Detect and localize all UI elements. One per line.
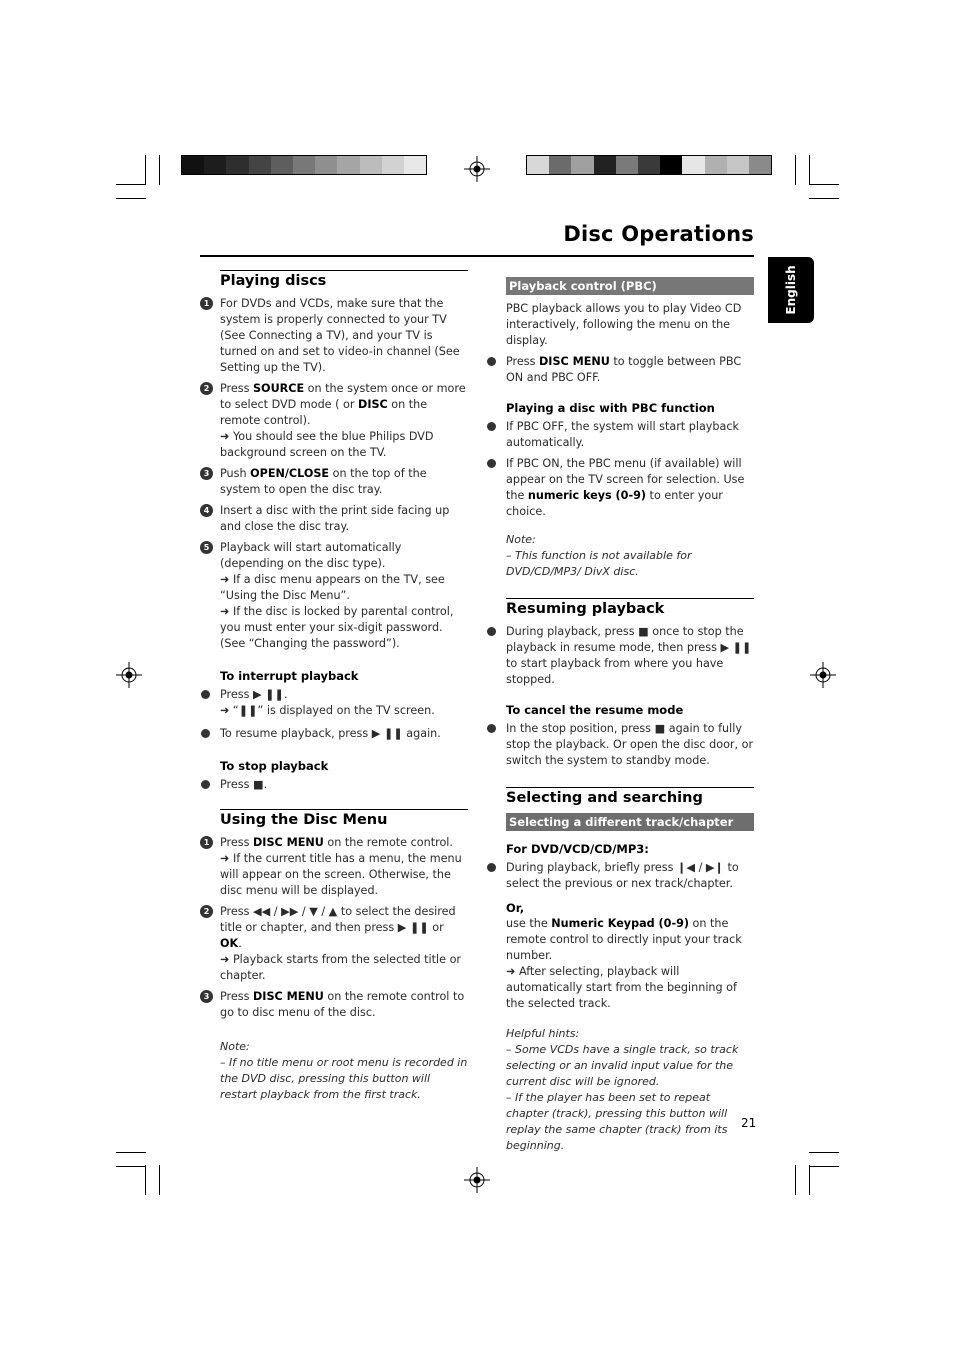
subheading-cancel-resume: To cancel the resume mode: [506, 703, 684, 717]
or-label: Or,: [506, 901, 525, 915]
arrow-icon: ➜ “: [220, 704, 239, 717]
registration-mark-icon: [116, 662, 142, 688]
hint-body: Some VCDs have a single track, so track selecting or an invalid input value for the current disc will be ignored.: [506, 1043, 739, 1088]
step-text: Press: [220, 836, 253, 849]
play-pause-icon: ▶ ❚❚: [397, 921, 429, 934]
note-body: If no title menu or root menu is recorded in the DVD disc, pressing this button will restart playback from the first track.: [220, 1056, 468, 1101]
arrow-icon: ➜: [220, 430, 233, 443]
arrow-icon: ➜: [220, 852, 233, 865]
select-track-item: [506, 860, 754, 892]
bullet-icon: [487, 422, 496, 431]
open-close-key: OPEN/CLOSE: [250, 467, 330, 480]
step-number: 4: [200, 504, 213, 517]
ok-key: OK: [220, 937, 239, 950]
pause-icon: ❚❚: [238, 704, 258, 717]
resume-item: [506, 624, 754, 688]
item-text: During playback, press: [506, 625, 635, 638]
language-tab: [768, 257, 814, 323]
arrow-icon: ➜: [220, 953, 233, 966]
bullet-icon: [487, 627, 496, 636]
step-number: 3: [200, 467, 213, 480]
disc-menu-key: DISC MENU: [253, 836, 324, 849]
crop-mark: [809, 1166, 839, 1167]
step-1: [203, 296, 468, 376]
step-text: or: [432, 921, 444, 934]
right-column: [506, 277, 757, 1154]
registration-mark-icon: [464, 1167, 490, 1193]
step-number: 1: [200, 836, 213, 849]
hint-1: – Some VCDs have a single track, so track selecting or an invalid input value for the current disc will be ignored.: [506, 1043, 739, 1088]
section-heading-resuming-playback: Resuming playback: [506, 598, 754, 618]
step-4: [203, 503, 468, 535]
pbc-toggle-item: [506, 354, 754, 386]
item-text: During playback, briefly press: [506, 861, 674, 874]
crop-mark: [809, 155, 810, 185]
step-number: 5: [200, 541, 213, 554]
registration-mark-icon: [810, 662, 836, 688]
step-number: 3: [200, 990, 213, 1003]
numeric-keypad-key: Numeric Keypad (0-9): [551, 917, 689, 930]
section-heading-disc-menu: Using the Disc Menu: [220, 809, 468, 829]
hint-2: – If the player has been set to repeat chapter (track), pressing this button will replay the same chapter (track) from its beginning.: [506, 1091, 728, 1152]
item-result: ” is displayed on the TV screen.: [257, 704, 435, 717]
resume-item: [220, 726, 468, 742]
menu-step-3: [203, 989, 468, 1021]
section-heading-selecting-searching: Selecting and searching: [506, 787, 754, 807]
pbc-section-bar: Playback control (PBC): [506, 277, 754, 295]
item-text: to enter your choice.: [506, 489, 723, 518]
step-3: [203, 466, 468, 498]
item-text: Press: [220, 688, 250, 701]
bullet-icon: [487, 724, 496, 733]
title-rule: [200, 255, 754, 257]
item-text: If PBC OFF, the system will start playback automatically.: [506, 420, 740, 449]
crop-mark: [116, 1152, 146, 1153]
item-text: use the: [506, 917, 552, 930]
color-calibration-bar-left: [181, 155, 427, 175]
crop-mark: [159, 1165, 160, 1195]
pbc-off-item: [506, 419, 754, 451]
step-text: Press: [220, 905, 250, 918]
step-result: Playback starts from the selected title or chapter.: [220, 953, 462, 982]
numeric-keys: numeric keys (0-9): [527, 489, 646, 502]
crop-mark: [809, 1165, 810, 1195]
crop-mark: [159, 155, 160, 185]
step-text: Playback will start automatically (depending on the disc type).: [220, 541, 402, 570]
color-calibration-bar-right: [526, 155, 772, 175]
item-text: Press: [220, 778, 250, 791]
item-text: to select the previous or nex track/chapter.: [506, 861, 739, 890]
crop-mark: [145, 1165, 146, 1195]
page-title: Disc Operations: [563, 222, 754, 246]
note-label: Note:: [506, 533, 536, 546]
disc-menu-key: DISC MENU: [253, 990, 324, 1003]
crop-mark: [795, 1165, 796, 1195]
stop-icon: ■: [638, 625, 649, 638]
prev-next-icon: ❙◀ / ▶❙: [677, 861, 724, 874]
note-text: – This function is not available for DVD/CD/MP3/ DivX disc.: [506, 549, 692, 578]
step-text: Press: [220, 382, 253, 395]
arrow-icon: ➜: [220, 573, 233, 586]
stop-icon: ■: [654, 722, 666, 735]
crop-mark: [116, 1166, 146, 1167]
bullet-icon: [201, 729, 210, 738]
note-label: Note:: [220, 1040, 250, 1053]
disc-key: DISC: [358, 398, 388, 411]
item-text: once to stop the playback in resume mode, then press: [506, 625, 744, 654]
pbc-intro: PBC playback allows you to play Video CD interactively, following the menu on the display.: [506, 302, 742, 347]
crop-mark: [116, 198, 146, 199]
note-text: – If no title menu or root menu is recorded in the DVD disc, pressing this button will restart playback from the first track.: [220, 1056, 468, 1101]
item-text: again.: [406, 727, 441, 740]
item-text: In the stop position, press: [506, 722, 652, 735]
item-text: Press: [506, 355, 539, 368]
step-text: on the remote control.: [323, 836, 453, 849]
step-result: If a disc menu appears on the TV, see “Using the Disc Menu”.: [220, 573, 445, 602]
select-track-bar: Selecting a different track/chapter: [506, 813, 754, 831]
subheading-pbc-function: Playing a disc with PBC function: [506, 401, 715, 415]
step-number: 1: [200, 297, 213, 310]
crop-mark: [145, 155, 146, 185]
step-result: You should see the blue Philips DVD background screen on the TV.: [220, 430, 434, 459]
step-text: Push: [220, 467, 251, 480]
menu-step-2: 2 Press ◀◀ / ▶▶ / ▼ / ▲ to select the desired title or chapter, and then press ▶ ❚❚ or OK. ➜ Playback starts from the selected title or chapter.: [220, 904, 468, 984]
subheading-dvd-vcd-cd-mp3: For DVD/VCD/CD/MP3:: [506, 842, 649, 856]
step-text: on the top of the system to open the disc tray.: [220, 467, 427, 496]
step-text: Press: [220, 990, 253, 1003]
navigation-arrows-icon: ◀◀ / ▶▶ / ▼ / ▲: [253, 905, 338, 918]
source-key: SOURCE: [253, 382, 305, 395]
step-result: If the disc is locked by parental control, you must enter your six-digit password. (See “Changing the password”).: [220, 605, 454, 650]
step-text: on the remote control to go to disc menu of the disc.: [220, 990, 465, 1019]
menu-step-1: [203, 835, 468, 899]
registration-mark-icon: [464, 156, 490, 182]
interrupt-item: Press ▶ ❚❚. ➜ “❚❚” is displayed on the TV screen.: [220, 687, 468, 719]
crop-mark: [809, 1152, 839, 1153]
stop-item: Press ■.: [220, 777, 468, 793]
item-text: to start playback from where you have stopped.: [506, 657, 724, 686]
section-heading-playing-discs: Playing discs: [220, 270, 468, 290]
bullet-icon: [201, 780, 210, 789]
item-text: If PBC ON, the PBC menu (if available) will appear on the TV screen for selection. Use the: [506, 457, 745, 502]
bullet-icon: [201, 690, 210, 699]
disc-menu-key: DISC MENU: [539, 355, 610, 368]
item-text: To resume playback, press: [220, 727, 369, 740]
item-text: on the remote control to directly input your track number.: [506, 917, 742, 962]
bullet-icon: [487, 863, 496, 872]
step-text: For DVDs and VCDs, make sure that the system is properly connected to your TV (See Connecting a TV), and your TV is turned on and set to video-in channel (See Setting up the TV).: [220, 297, 460, 374]
pbc-on-item: [506, 456, 754, 520]
step-5: [203, 540, 468, 652]
step-text: Insert a disc with the print side facing up and close the disc tray.: [220, 504, 450, 533]
subheading-interrupt-playback: To interrupt playback: [220, 669, 359, 683]
bullet-icon: [487, 357, 496, 366]
crop-mark: [116, 184, 146, 185]
step-text: on the remote control).: [220, 398, 428, 427]
step-result: If the current title has a menu, the menu will appear on the screen. Otherwise, the disc menu will be displayed.: [220, 852, 462, 897]
step-text: on the system once or more to select DVD mode ( or: [220, 382, 466, 411]
item-text: to toggle between PBC ON and PBC OFF.: [506, 355, 742, 384]
language-tab-label: English: [784, 265, 798, 315]
stop-icon: ■: [253, 778, 264, 791]
arrow-icon: ➜: [506, 965, 519, 978]
arrow-icon: ➜: [220, 605, 233, 618]
page-number: 21: [741, 1116, 757, 1130]
subheading-stop-playback: To stop playback: [220, 759, 329, 773]
crop-mark: [795, 155, 796, 185]
crop-mark: [809, 198, 839, 199]
hint-body: If the player has been set to repeat chapter (track), pressing this button will replay the same chapter (track) from its beginning.: [506, 1091, 728, 1152]
play-pause-icon: ▶ ❚❚: [720, 641, 752, 654]
numeric-keypad-text: [506, 916, 754, 1012]
hints-label: Helpful hints:: [506, 1027, 580, 1040]
bullet-icon: [487, 459, 496, 468]
step-number: 2: [200, 905, 213, 918]
step-2: [203, 381, 468, 461]
crop-mark: [809, 184, 839, 185]
play-pause-icon: ▶ ❚❚: [371, 727, 403, 740]
step-text: to select the desired title or chapter, and then press: [220, 905, 456, 934]
play-pause-icon: ▶ ❚❚: [253, 688, 284, 701]
left-column: [203, 270, 468, 1103]
step-number: 2: [200, 382, 213, 395]
item-text: again to fully stop the playback. Or open the disc door, or switch the system to standby mode.: [506, 722, 754, 767]
note-body: This function is not available for DVD/CD/MP3/ DivX disc.: [506, 549, 692, 578]
cancel-resume-item: [506, 721, 754, 769]
item-result: After selecting, playback will automatically start from the beginning of the selected track.: [506, 965, 737, 1010]
